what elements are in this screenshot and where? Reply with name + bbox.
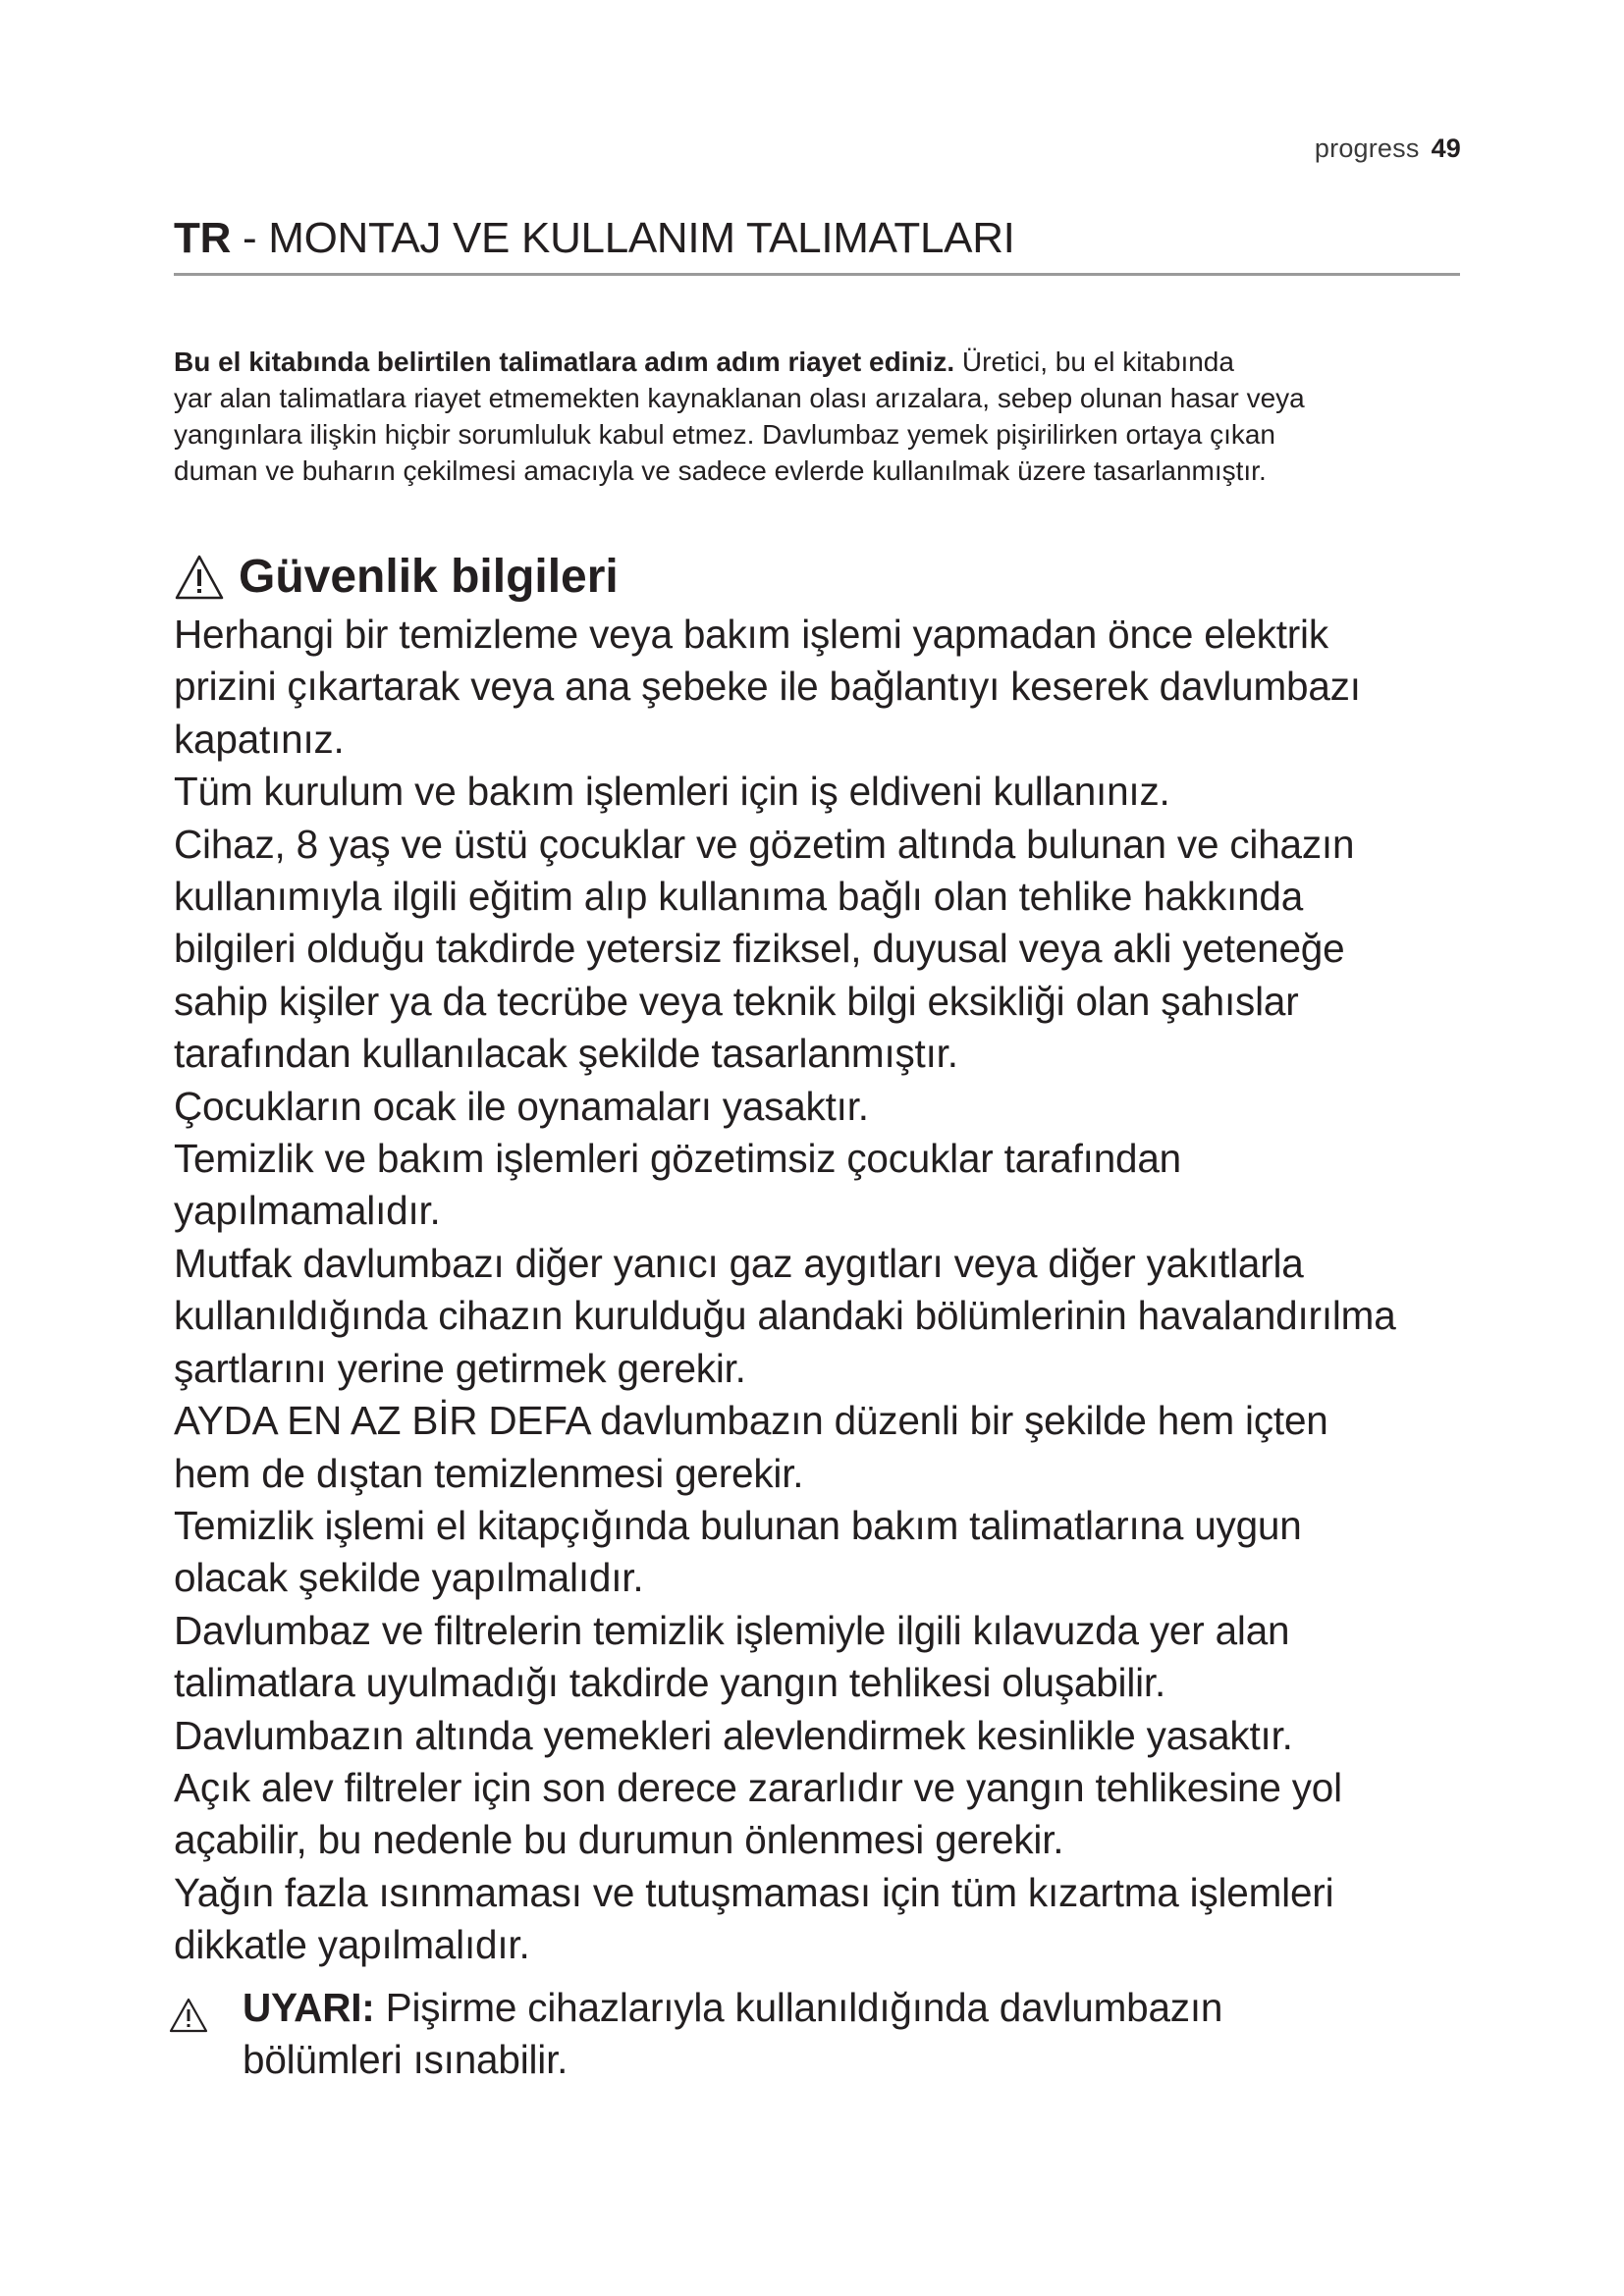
safety-line: Çocukların ocak ile oynamaları yasaktır. — [174, 1083, 869, 1129]
safety-line: Açık alev filtreler için son derece zararlıdır ve yangın tehlikesine yol — [174, 1764, 1342, 1810]
safety-line: talimatlara uyulmadığı takdirde yangın tehlikesi oluşabilir. — [174, 1660, 1166, 1706]
safety-line: Tüm kurulum ve bakım işlemleri için iş eldiveni kullanınız. — [174, 769, 1170, 815]
safety-line: şartlarını yerine getirmek gerekir. — [174, 1345, 746, 1391]
safety-line: Yağın fazla ısınmaması ve tutuşmaması için tüm kızartma işlemleri — [174, 1869, 1334, 1915]
warning-line-1 — [169, 1982, 1475, 2034]
warning-line-1-rest: Pişirme cihazlarıyla kullanıldığında davlumbazın — [374, 1985, 1223, 2030]
safety-line: sahip kişiler ya da tecrübe veya teknik bilgi eksikliği olan şahıslar — [174, 978, 1299, 1024]
intro-line-2: yar alan talimatlara riayet etmemekten kaynaklanan olası arızalara, sebep olunan hasar veya — [174, 383, 1305, 413]
safety-body — [174, 609, 1480, 1972]
intro-line-4: duman ve buharın çekilmesi amacıyla ve sadece evlerde kullanılmak üzere tasarlanmıştır. — [174, 455, 1267, 486]
safety-heading — [174, 550, 619, 604]
warning-label: UYARI: — [243, 1985, 375, 2030]
safety-line: Temizlik işlemi el kitapçığında bulunan bakım talimatlarına uygun — [174, 1502, 1302, 1548]
intro-line-1-rest: Üretici, bu el kitabında — [954, 347, 1234, 377]
safety-line: Davlumbaz ve filtrelerin temizlik işlemiyle ilgili kılavuzda yer alan — [174, 1607, 1290, 1653]
safety-heading-text: Güvenlik bilgileri — [239, 551, 619, 603]
intro-line-3: yangınlara ilişkin hiçbir sorumluluk kabul etmez. Davlumbaz yemek pişirilirken ortaya çıkan — [174, 419, 1275, 450]
safety-line: tarafından kullanılacak şekilde tasarlanmıştır. — [174, 1031, 958, 1077]
safety-line: AYDA EN AZ BİR DEFA davlumbazın düzenli bir şekilde hem içten — [174, 1398, 1328, 1444]
safety-line: Davlumbazın altında yemekleri alevlendirmek kesinlikle yasaktır. — [174, 1712, 1293, 1758]
warning-note — [169, 1982, 1475, 2087]
safety-line: Herhangi bir temizleme veya bakım işlemi yapmadan önce elektrik — [174, 612, 1328, 657]
safety-line: kullanımıyla ilgili eğitim alıp kullanıma bağlı olan tehlike hakkında — [174, 874, 1304, 920]
safety-line: Cihaz, 8 yaş ve üstü çocuklar ve gözetim altında bulunan ve cihazın — [174, 821, 1355, 867]
warning-triangle-icon — [169, 1994, 208, 2029]
safety-line: prizini çıkartarak veya ana şebeke ile bağlantıyı keserek davlumbazı — [174, 664, 1361, 710]
safety-line: yapılmamalıdır. — [174, 1188, 441, 1234]
language-code: TR — [174, 214, 232, 262]
intro-paragraph — [174, 344, 1470, 489]
safety-line: açabilir, bu nedenle bu durumun önlenmesi gerekir. — [174, 1817, 1064, 1863]
safety-line: hem de dıştan temizlenmesi gerekir. — [174, 1450, 804, 1496]
intro-line-1 — [174, 344, 1470, 380]
document-title — [174, 214, 1460, 276]
warning-triangle-icon — [174, 554, 225, 601]
safety-line: Temizlik ve bakım işlemleri gözetimsiz çocuklar tarafından — [174, 1136, 1181, 1182]
safety-line: kapatınız. — [174, 716, 345, 762]
brand-name: progress — [1314, 133, 1420, 163]
safety-line: bilgileri olduğu takdirde yetersiz fiziksel, duyusal veya akli yeteneğe — [174, 926, 1345, 972]
safety-line: dikkatle yapılmalıdır. — [174, 1922, 530, 1968]
intro-lead: Bu el kitabında belirtilen talimatlara adım adım riayet ediniz. — [174, 347, 955, 377]
page-number: 49 — [1431, 133, 1461, 163]
title-text: - MONTAJ VE KULLANIM TALIMATLARI — [231, 214, 1015, 262]
safety-line: kullanıldığında cihazın kurulduğu alandaki bölümlerinin havalandırılma — [174, 1293, 1396, 1339]
warning-line-2: bölümleri ısınabilir. — [243, 2037, 568, 2083]
safety-line: Mutfak davlumbazı diğer yanıcı gaz aygıtları veya diğer yakıtlarla — [174, 1240, 1304, 1286]
safety-line: olacak şekilde yapılmalıdır. — [174, 1555, 644, 1601]
page-header — [1315, 133, 1461, 164]
